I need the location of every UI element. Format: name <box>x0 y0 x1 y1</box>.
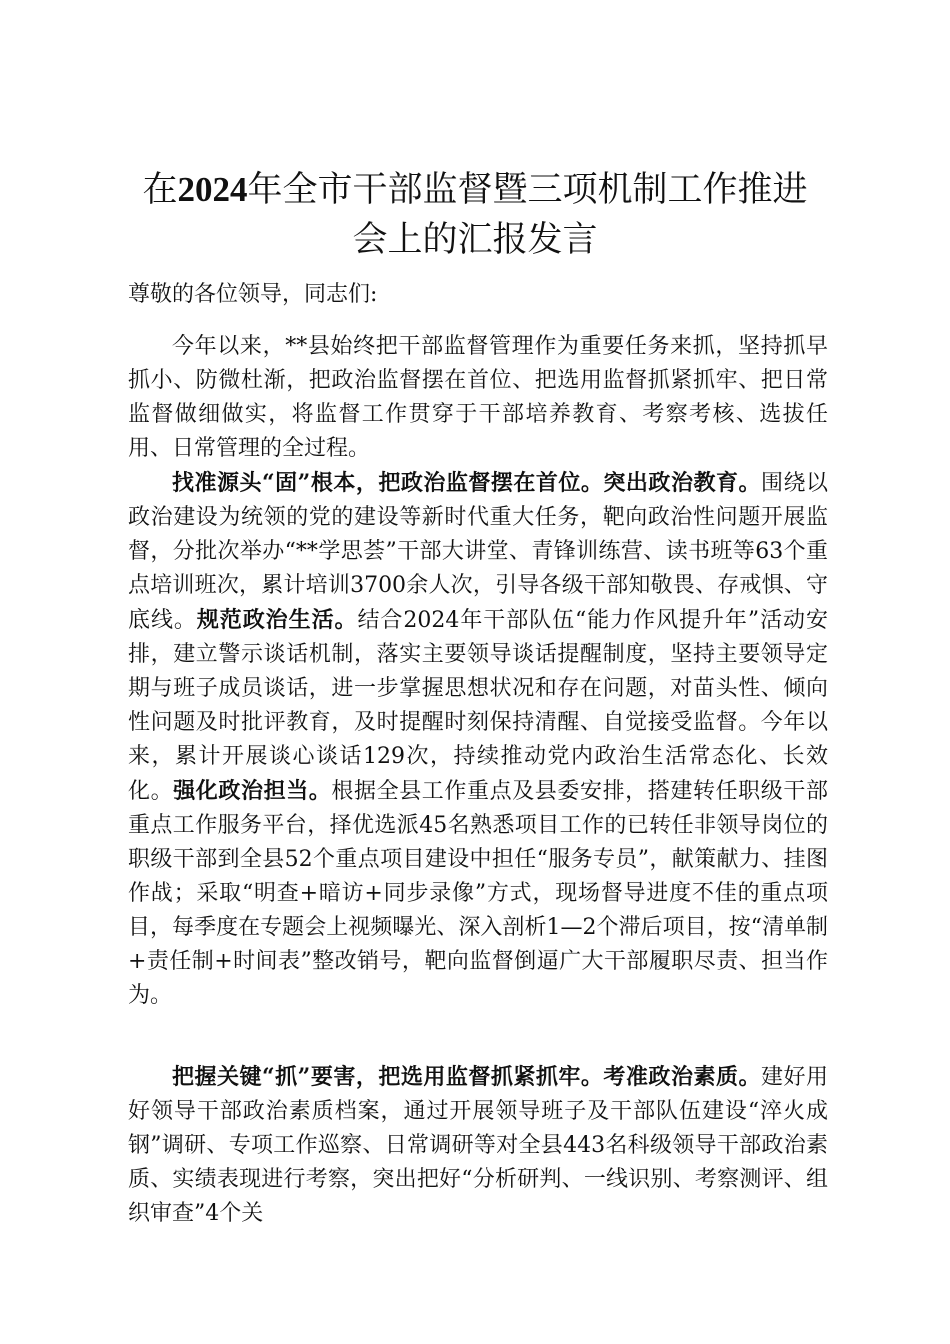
section-heading: 找准源头“固”根本，把政治监督摆在首位。 <box>172 470 604 496</box>
document-title <box>110 165 840 265</box>
subsection-heading: 考准政治素质。 <box>603 1064 761 1090</box>
subsection-heading: 强化政治担当。 <box>173 778 332 804</box>
subsection-text: 根据全县工作重点及县委安排，搭建转任职级干部重点工作服务平台，择优选派45名熟悉项目工作的已转任非领导岗位的职级干部到全县52个重点项目建设中担任“服务专员”，献策献力、挂图作战；采取“明查+暗访+同步录像”方式，现场督导进度不佳的重点项目，每季度在专题会上视频曝光、深入剖析1—2个滞后项目，按“清单制+责任制+时间表”整改销号，靶向监督倒逼广大干部履职尽责、担当作为。 <box>128 779 828 1008</box>
title-year: 2024 <box>177 170 248 209</box>
section-heading: 把握关键“抓”要害，把选用监督抓紧抓牢。 <box>172 1064 604 1090</box>
subsection-heading: 突出政治教育。 <box>603 470 761 496</box>
title-line1-rest: 年全市干部监督暨三项机制工作推进 <box>247 170 808 210</box>
subsection-text: 建好用好领导干部政治素质档案，通过开展领导班子及干部队伍建设“淬火成钢”调研、专项工作巡察、日常调研等对全县443名科级领导干部政治素质、实绩表现进行考察，突出把好“分析研判、一线识别、考察测评、组织审查”4个关 <box>128 1065 828 1226</box>
section-selection-supervision <box>128 1060 828 1231</box>
subsection-heading: 规范政治生活。 <box>196 607 358 633</box>
subsection-text: 围绕以政治建设为统领的党的建设等新时代重大任务，靶向政治性问题开展监督，分批次举办“**学思荟”干部大讲堂、青锋训练营、读书班等63个重点培训班次，累计培训3700余人次，引导各级干部知敬畏、存戒惧、守底线。 <box>128 471 828 633</box>
subsection-text: 结合2024年干部队伍“能力作风提升年”活动安排，建立警示谈话机制，落实主要领导谈话提醒制度，坚持主要领导定期与班子成员谈话，进一步掌握思想状况和存在问题，对苗头性、倾向性问题及时批评教育，及时提醒时刻保持清醒、自觉接受监督。今年以来，累计开展谈心谈话129次，持续推动党内政治生活常态化、长效化。 <box>128 608 828 804</box>
section-political-supervision <box>128 466 828 1013</box>
salutation: 尊敬的各位领导，同志们: <box>128 282 378 307</box>
title-line2: 会上的汇报发言 <box>352 220 598 260</box>
title-prefix: 在 <box>142 170 178 210</box>
intro-paragraph: 今年以来，**县始终把干部监督管理作为重要任务来抓，坚持抓早抓小、防微杜渐，把政治监督摆在首位、把选用监督抓紧抓牢、把日常监督做细做实，将监督工作贯穿于干部培养教育、考察考核、选拔任用、日常管理的全过程。 <box>128 334 828 461</box>
